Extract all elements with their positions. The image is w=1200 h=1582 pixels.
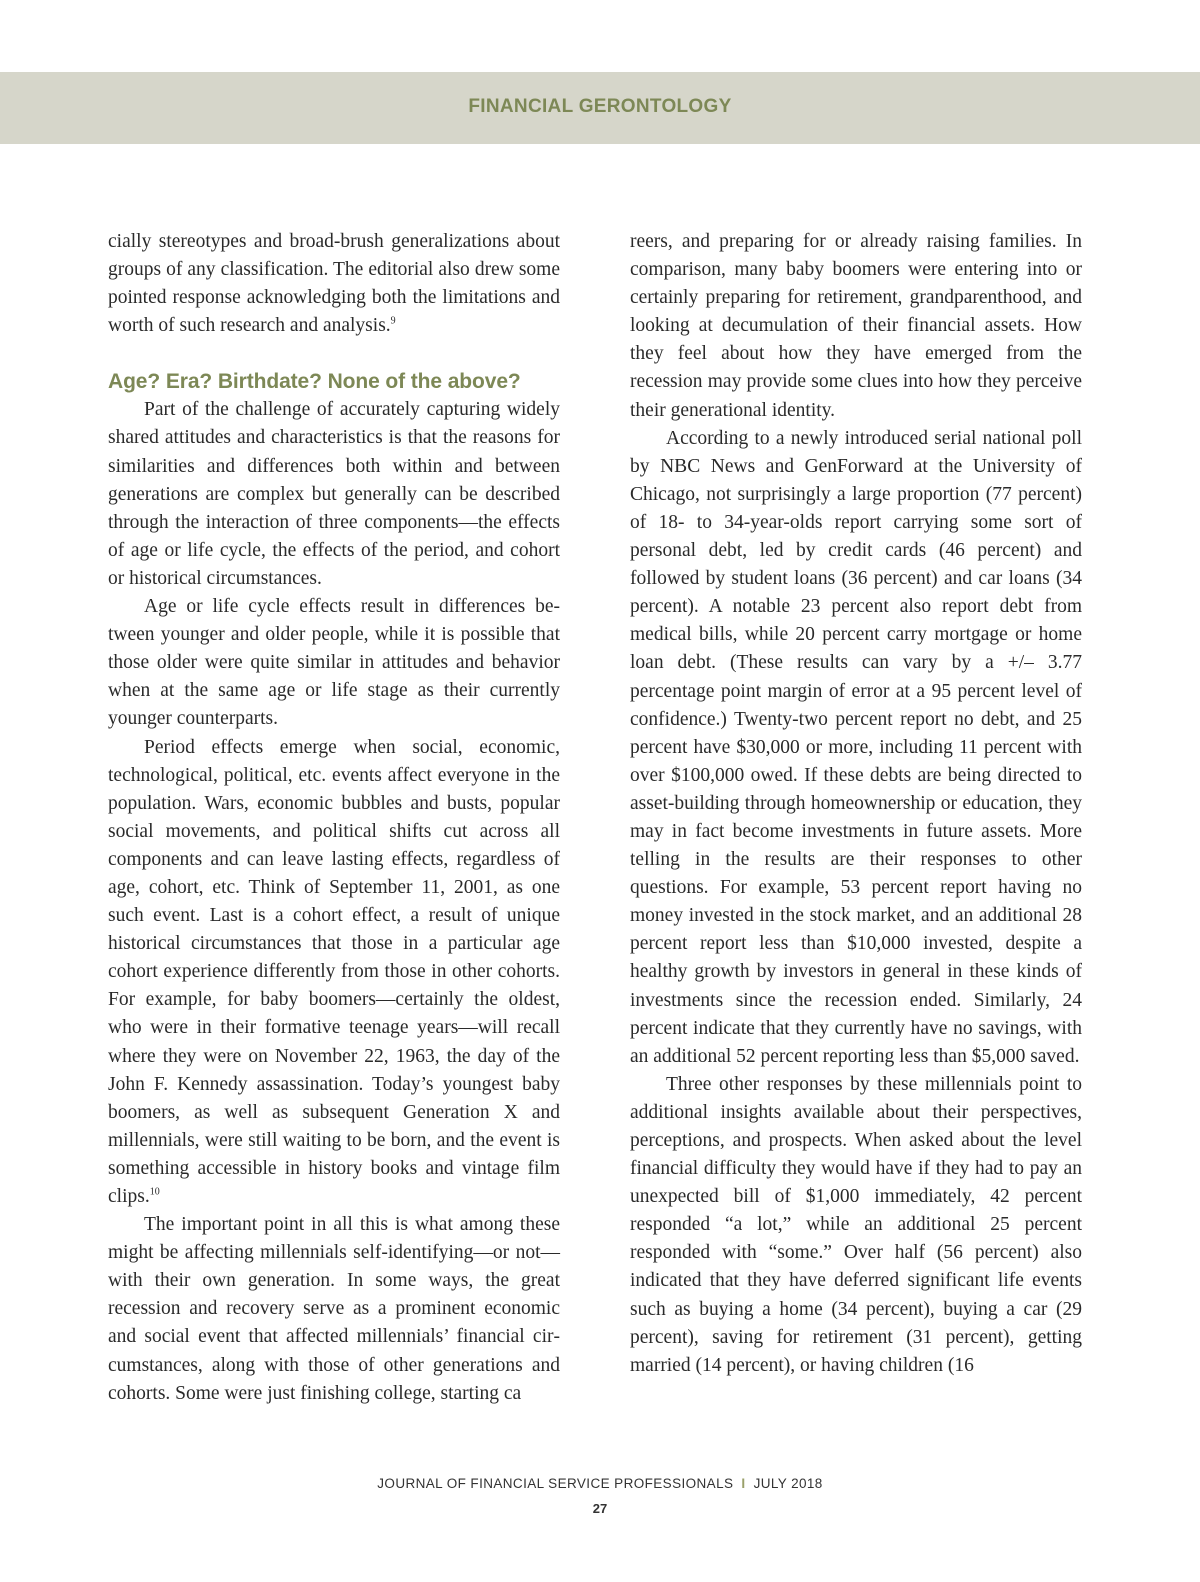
page-number: 27: [592, 1501, 608, 1516]
paragraph: Part of the challenge of accurately capturing widely shared attitudes and characteristics is that the reasons for similarities and differences both within and between generations are complex but generally can be described through the interaction of three components—the effects of age or life cycle, the effects of the period, and cohort or historical circumstances.: [108, 399, 560, 589]
footer-separator: I: [741, 1476, 746, 1491]
paragraph: [108, 734, 560, 1212]
paragraph: According to a newly introduced serial national poll by NBC News and GenForward at the University of Chicago, not surprisingly a large proportion (77 percent) of 18- to 34-year-olds report carrying some sort of personal debt, led by credit cards (46 percent) and followed by student loans (36 percent) and car loans (34 percent). A notable 23 percent also report debt from medical bills, while 20 percent carry mortgage or home loan debt. (These results can vary by a +/– 3.77 percentage point margin of error at a 95 percent level of confidence.) Twenty-two percent report no debt, and 25 percent have $30,000 or more, including 11 percent with over $100,000 owed. If these debts are being directed to asset-building through homeownership or education, they may in fact become investments in future assets. More telling in the results are their responses to other questions. For example, 53 percent report having no money invested in the stock market, and an additional 28 percent report less than $10,000 invested, despite a healthy growth by investors in general in these kinds of investments since the recession ended. Similarly, 24 percent indicate that they currently have no savings, with an additional 52 percent reporting less than $5,000 saved.: [630, 427, 1082, 1067]
section-heading: Age? Era? Birthdate? None of the above?: [108, 370, 521, 394]
paragraph-text: cially stereotypes and broad-brush generalizations about groups of any classification. The editorial also drew some pointed response acknowledging both the limitations and worth of such research and analysis.: [108, 231, 560, 337]
paragraph: Age or life cycle effects result in differences between younger and older people, while it is possible that those older were quite similar in attitudes and behavior when at the same age or life stage as their currently younger counterparts.: [108, 596, 560, 730]
issue-date: JULY 2018: [753, 1476, 823, 1491]
paragraph: reers, and preparing for or already raising families. In comparison, many baby boomers were entering into or certainly preparing for retirement, grandparenthood, and looking at decumulation of their financial assets. How they feel about how they have emerged from the recession may provide some clues into how they perceive their generational identity.: [630, 231, 1082, 421]
journal-name: JOURNAL OF FINANCIAL SERVICE PROFESSIONALS: [377, 1476, 734, 1491]
footer-journal-line: [0, 1476, 1200, 1491]
footnote-ref: 10: [149, 1186, 160, 1198]
right-column: [630, 228, 1082, 1380]
paragraph: Three other responses by these millennials point to additional insights available about their perspectives, perceptions, and prospects. When asked about the level financial difficulty they would have if they had to pay an unexpected bill of $1,000 immediately, 42 percent responded “a lot,” while an additional 25 percent responded with “some.” Over half (56 percent) also indicated that they have deferred significant life events such as buying a home (34 percent), buying a car (29 percent), saving for retirement (31 percent), getting married (14 percent), or having children (16: [630, 1073, 1082, 1376]
left-column: [108, 228, 560, 1408]
section-title: FINANCIAL GERONTOLOGY: [468, 96, 732, 117]
footnote-ref: 9: [390, 315, 396, 327]
paragraph-text: Period effects emerge when social, economic, technological, political, etc. events affect everyone in the population. Wars, economic bubbles and busts, popular social movements, and political shifts cut across all components and can leave lasting effects, regardless of age, cohort, etc. Think of September 11, 2001, as one such event. Last is a cohort effect, a result of unique historical circumstances that those in a particular age cohort experience differently from those in other cohorts. For example, for baby boomers—certainly the oldest, who were in their formative teenage years—will recall where they were on November 22, 1963, the day of the John F. Kennedy assassination. Today’s youngest baby boomers, as well as subsequent Generation X and millennials, were still waiting to be born, and the event is something accessible in history books and vintage film clips.: [108, 736, 560, 1207]
paragraph: [108, 228, 560, 340]
paragraph: The important point in all this is what among these might be affecting millennials self-identifying—or not—with their own generation. In some ways, the great recession and recovery serve as a prominent economic and social event that affected millennials’ financial circumstances, along with those of other generations and cohorts. Some were just finishing college, starting ca: [108, 1214, 560, 1404]
